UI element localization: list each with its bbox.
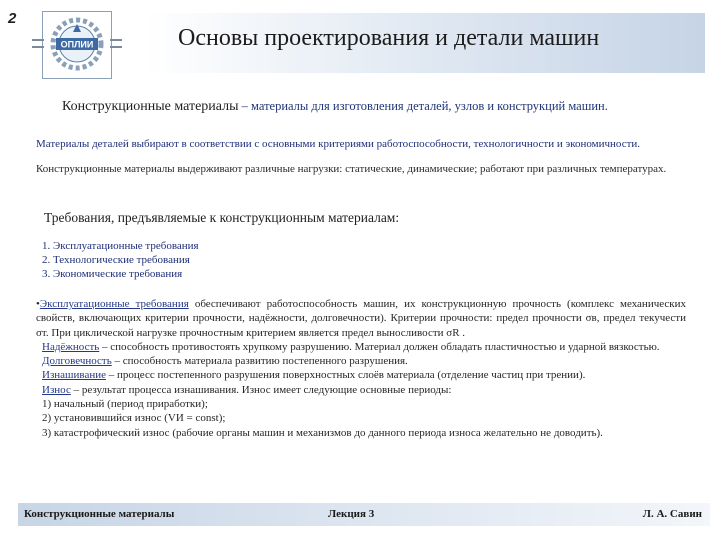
wear-process-text: – процесс постепенного разрушения поверхностных слоёв материала (отделение частиц при трении). [106, 369, 586, 382]
list-item: 2) установившийся износ (VИ = const); [42, 412, 226, 425]
reliability-paragraph [36, 340, 686, 354]
footer-author: Л. А. Савин [642, 508, 702, 520]
term-wear: Износ [42, 383, 71, 396]
footer-lecture: Лекция 3 [328, 508, 375, 520]
wear-process-paragraph [36, 368, 686, 382]
selection-paragraph: Материалы деталей выбирают в соответствии с основными критериями работоспособности, технологичности и экономичности. [36, 138, 641, 150]
operational-paragraph: •Эксплуатационные требования обеспечивают работоспособность машин, их конструкционную прочность (комплекс механических свойств, включающих критерии прочности, надёжности, долговечности). Критерии прочности: предел прочности σв, предел текучести σт. При циклической нагрузке прочностным критерием является предел выносливости σR . [36, 298, 687, 339]
loads-paragraph: Конструкционные материалы выдерживают различные нагрузки: статические, динамические; работают при различных температурах. [36, 163, 667, 175]
term-reliability: Надёжность [42, 340, 100, 353]
operational-text: обеспечивают работоспособность машин, их конструкционную прочность (комплекс механических свойств, включающих критерии прочности, надёжности, долговечности). Критерии прочности: предел прочности σв, предел текучести σт. При циклической нагрузке прочностным критерием является предел выносливости σR . [36, 298, 687, 339]
footer-topic: Конструкционные материалы [24, 508, 175, 520]
university-logo [32, 11, 122, 77]
wear-paragraph [36, 383, 686, 397]
list-item: 1) начальный (период приработки); [42, 398, 208, 411]
footer-bar [18, 503, 710, 526]
list-item: 2. Технологические требования [42, 254, 190, 266]
term-wear-process: Изнашивание [42, 369, 107, 382]
list-item: 3) катастрофический износ (рабочие органы машин и механизмов до данного периода износа желательно не доводить). [42, 426, 603, 439]
requirements-details [36, 297, 686, 440]
wear-text: – результат процесса изнашивания. Износ имеет следующие основные периоды: [70, 383, 452, 396]
logo-text: ОПЛИИ [60, 39, 94, 50]
term-operational: Эксплуатационные требования [39, 298, 189, 310]
page-title: Основы проектирования и детали машин [178, 25, 600, 51]
durability-paragraph [36, 354, 686, 368]
slide-number: 2 [8, 10, 17, 27]
requirements-heading: Требования, предъявляемые к конструкционным материалам: [44, 210, 400, 225]
definition [62, 99, 608, 115]
list-item: 3. Экономические требования [42, 268, 183, 280]
gear-emblem-icon [32, 11, 122, 77]
durability-text: – способность материала развитию постепенного разрушения. [111, 355, 408, 368]
requirements-list [42, 239, 199, 281]
definition-term: Конструкционные материалы [62, 99, 239, 114]
list-item: 1. Эксплуатационные требования [42, 240, 199, 252]
reliability-text: – способность противостоять хрупкому разрушению. Материал должен обладать пластичностью и ударной вязкостью. [99, 340, 660, 353]
term-durability: Долговечность [42, 355, 112, 368]
definition-text: – материалы для изготовления деталей, узлов и конструкций машин. [238, 99, 608, 113]
